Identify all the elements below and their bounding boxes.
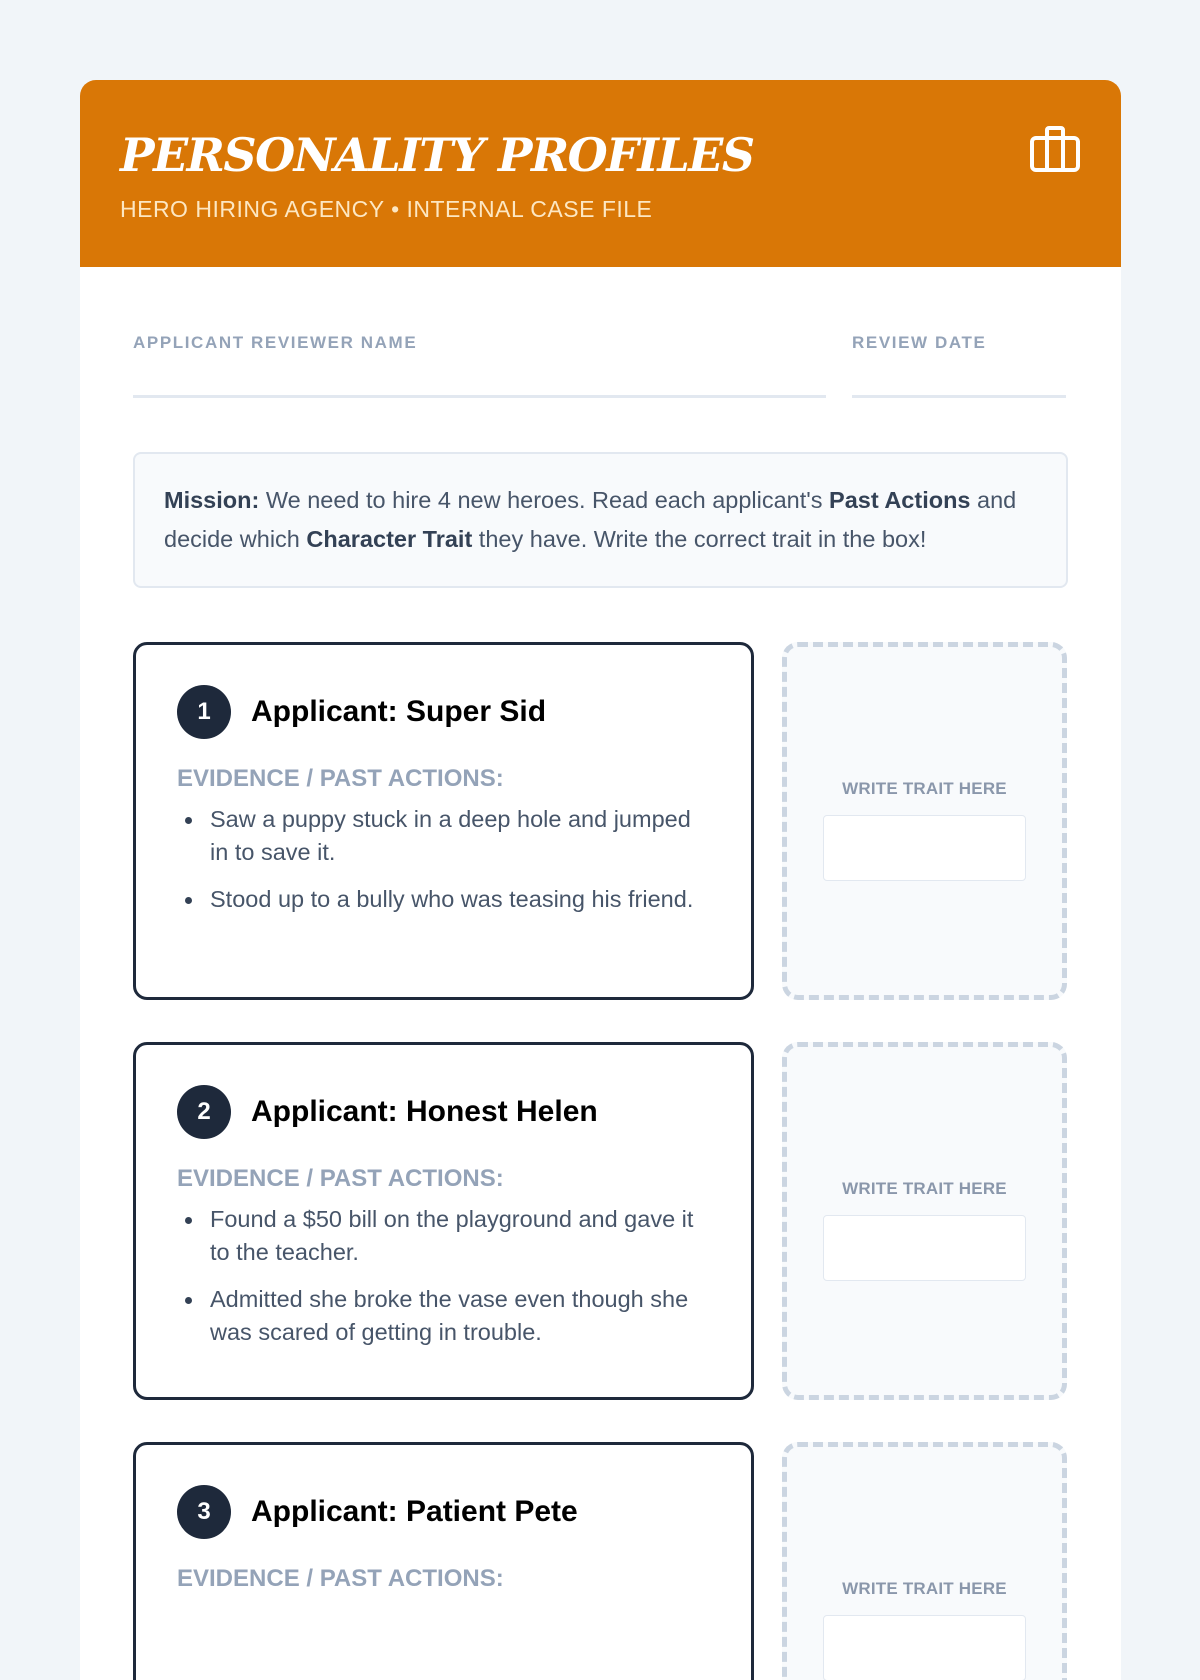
applicant-name: Applicant: Patient Pete <box>251 1495 578 1528</box>
reviewer-name-field[interactable] <box>133 331 826 398</box>
briefcase-icon <box>1029 124 1081 174</box>
reviewer-name-line[interactable] <box>133 395 826 398</box>
mission-bold-1: Past Actions <box>829 487 971 513</box>
header-fields <box>133 331 1068 398</box>
review-date-field[interactable] <box>852 331 1066 398</box>
applicant-name: Applicant: Honest Helen <box>251 1095 598 1128</box>
trait-answer-box <box>782 642 1067 1000</box>
applicant-number-badge: 3 <box>177 1485 231 1539</box>
page-title: PERSONALITY PROFILES <box>120 128 754 182</box>
trait-label: WRITE TRAIT HERE <box>842 1579 1007 1598</box>
mission-text-3: they have. Write the correct trait in the box! <box>472 526 927 552</box>
reviewer-name-label: APPLICANT REVIEWER NAME <box>133 333 418 352</box>
trait-label: WRITE TRAIT HERE <box>842 1179 1007 1198</box>
review-date-line[interactable] <box>852 395 1066 398</box>
mission-label: Mission: <box>164 487 260 513</box>
review-date-label: REVIEW DATE <box>852 333 987 352</box>
past-actions-list <box>177 1203 711 1349</box>
applicant-name: Applicant: Super Sid <box>251 695 547 728</box>
past-action-item: Found a $50 bill on the playground and gave it to the teacher. <box>177 1203 711 1269</box>
evidence-label: EVIDENCE / PAST ACTIONS: <box>177 1565 504 1592</box>
case-file-sheet <box>80 80 1121 1680</box>
applicant-card <box>133 1442 754 1680</box>
applicant-row <box>133 1442 1068 1680</box>
past-action-item: Saw a puppy stuck in a deep hole and jumped in to save it. <box>177 803 711 869</box>
trait-input[interactable] <box>823 1215 1026 1281</box>
applicant-list <box>133 642 1068 1680</box>
trait-input[interactable] <box>823 815 1026 881</box>
applicant-card <box>133 642 754 1000</box>
page-subtitle: HERO HIRING AGENCY • INTERNAL CASE FILE <box>120 196 653 222</box>
trait-answer-box <box>782 1042 1067 1400</box>
header-banner <box>80 80 1121 267</box>
evidence-label: EVIDENCE / PAST ACTIONS: <box>177 765 504 792</box>
applicant-row <box>133 1042 1068 1400</box>
trait-answer-box <box>782 1442 1067 1680</box>
applicant-number-badge: 2 <box>177 1085 231 1139</box>
trait-input[interactable] <box>823 1615 1026 1680</box>
past-action-item: Admitted she broke the vase even though she was scared of getting in trouble. <box>177 1283 711 1349</box>
trait-label: WRITE TRAIT HERE <box>842 779 1007 798</box>
applicant-card <box>133 1042 754 1400</box>
past-actions-list <box>177 803 711 916</box>
evidence-label: EVIDENCE / PAST ACTIONS: <box>177 1165 504 1192</box>
applicant-row <box>133 642 1068 1000</box>
past-action-item: Stood up to a bully who was teasing his friend. <box>177 883 711 916</box>
mission-text-2: and decide which <box>164 487 1017 552</box>
mission-bold-2: Character Trait <box>306 526 473 552</box>
applicant-number-badge: 1 <box>177 685 231 739</box>
mission-box <box>133 452 1068 588</box>
mission-text-1: We need to hire 4 new heroes. Read each applicant's <box>259 487 830 513</box>
